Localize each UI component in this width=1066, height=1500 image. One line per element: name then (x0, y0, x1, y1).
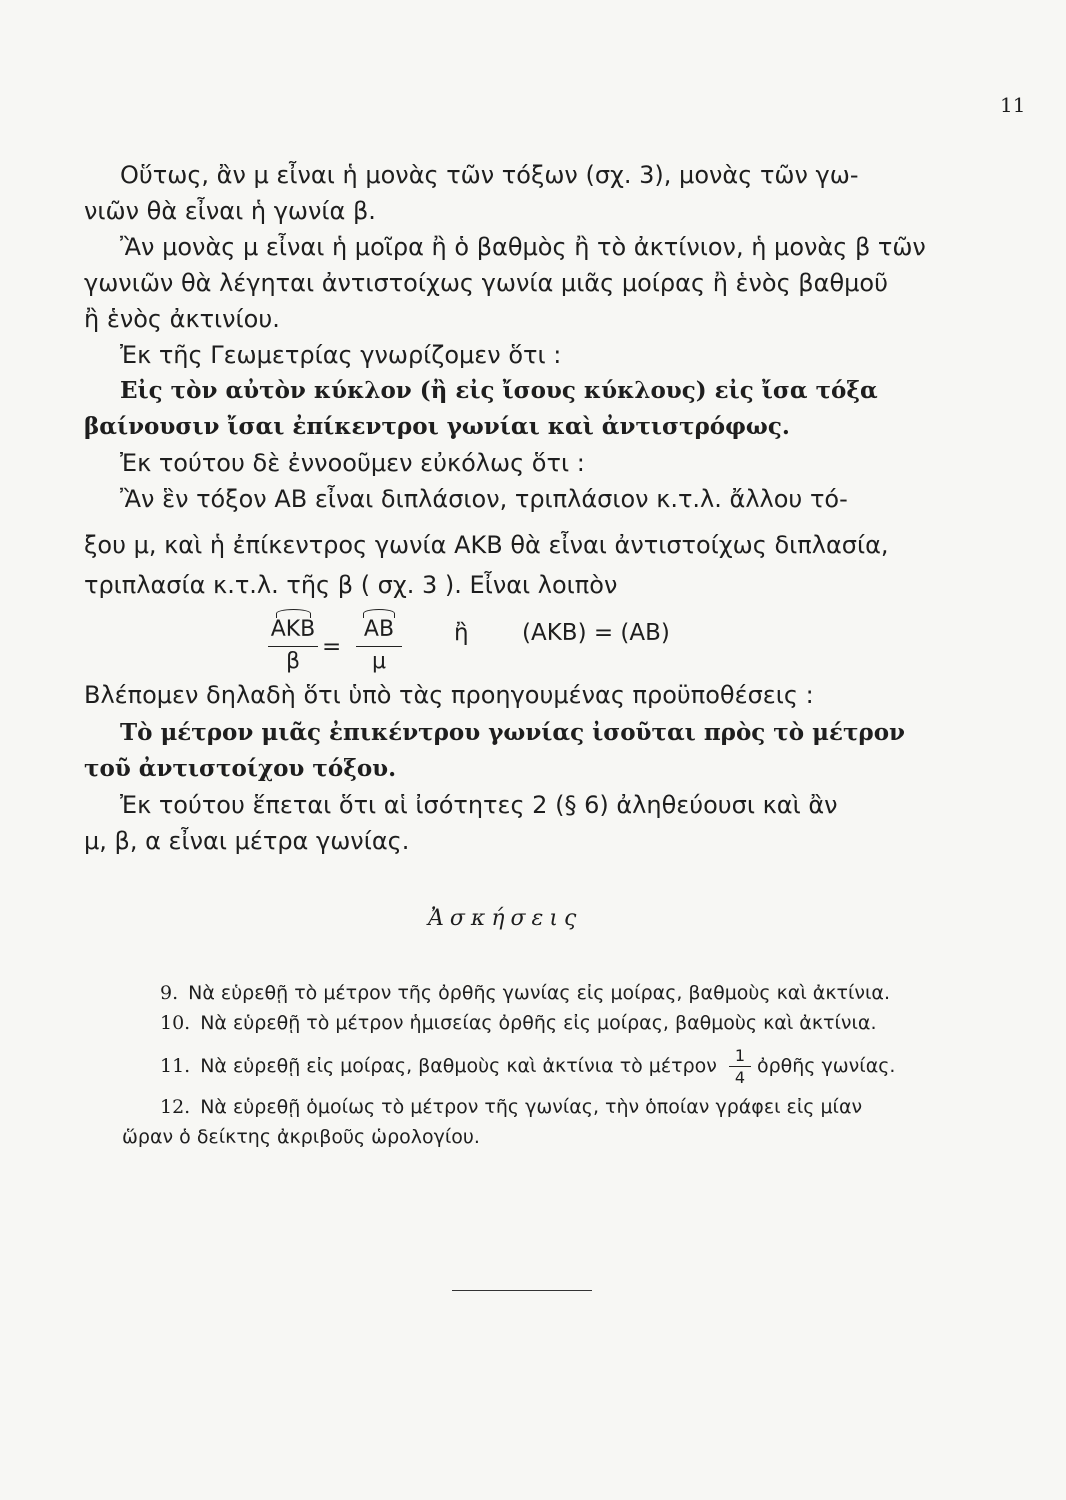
text-line: Οὕτως, ἂν μ εἶναι ἡ μονὰς τῶν τόξων (σχ. 3), μονὰς τῶν γω- (120, 161, 859, 189)
text-line: Ἂν μονὰς μ εἶναι ἡ μοῖρα ἢ ὁ βαθμὸς ἢ τὸ ἀκτίνιον, ἡ μονὰς β τῶν (120, 233, 926, 261)
text-line: Ἐκ τούτου δὲ ἐννοοῦμεν εὐκόλως ὅτι : (120, 449, 585, 477)
text-line: ἢ ἑνὸς ἀκτινίου. (84, 305, 280, 333)
theorem-line: τοῦ ἀντιστοίχου τόξου. (84, 755, 397, 782)
text-line: Ἐκ τῆς Γεωμετρίας γνωρίζομεν ὅτι : (120, 341, 562, 369)
page-number: 11 (1000, 93, 1026, 117)
exercise-item: 10. Νὰ εὑρεθῇ τὸ μέτρον ἡμισείας ὀρθῆς εἰς μοίρας, βαθμοὺς καὶ ἀκτίνια. (160, 1012, 877, 1034)
text-line: γωνιῶν θὰ λέγηται ἀντιστοίχως γωνία μιᾶς μοίρας ἢ ἑνὸς βαθμοῦ (84, 269, 888, 297)
frac-numerator: ΑΒ (356, 617, 402, 642)
text-line: Βλέπομεν δηλαδὴ ὅτι ὑπὸ τὰς προηγουμένας προϋποθέσεις : (84, 681, 814, 709)
exercise-item: 12. Νὰ εὑρεθῇ ὁμοίως τὸ μέτρον τῆς γωνίας, τὴν ὁποίαν γράφει εἰς μίαν (160, 1096, 863, 1118)
exercises-heading: Ἀσκήσεις (428, 906, 583, 931)
theorem-line: βαίνουσιν ἴσαι ἐπίκεντροι γωνίαι καὶ ἀντιστρόφως. (84, 413, 790, 440)
text-line: ξου μ, καὶ ἡ ἐπίκεντρος γωνία ΑΚΒ θὰ εἶναι ἀντιστοίχως διπλασία, (84, 531, 889, 559)
text-line: τριπλασία κ.τ.λ. τῆς β ( σχ. 3 ). Εἶναι λοιπὸν (84, 571, 618, 599)
fraction-ab-over-mu (356, 617, 402, 674)
exercise-item: 11. Νὰ εὑρεθῇ εἰς μοίρας, βαθμοὺς καὶ ἀκτίνια τὸ μέτρον $\frac{1}{4}$ ὀρθῆς γωνίας. (160, 1046, 896, 1087)
equation-rhs: (ΑΚΒ) = (ΑΒ) (522, 620, 670, 646)
frac-denominator: β (285, 649, 301, 674)
or-word: ἢ (454, 620, 469, 646)
theorem-line: Τὸ μέτρον μιᾶς ἐπικέντρου γωνίας ἰσοῦται πρὸς τὸ μέτρον (120, 719, 906, 746)
text-line: Ἂν ἓν τόξον ΑΒ εἶναι διπλάσιον, τριπλάσιον κ.τ.λ. ἄλλου τό- (120, 485, 848, 513)
text-line: μ, β, α εἶναι μέτρα γωνίας. (84, 827, 410, 855)
theorem-line: Εἰς τὸν αὐτὸν κύκλον (ἢ εἰς ἴσους κύκλους) εἰς ἴσα τόξα (120, 377, 878, 404)
end-rule (452, 1290, 592, 1291)
exercise-continuation: ὥραν ὁ δείκτης ἀκριβοῦς ὡρολογίου. (122, 1126, 480, 1148)
one-quarter-fraction: $\frac{1}{4}$ (729, 1046, 751, 1087)
exercise-item: 9. Νὰ εὑρεθῇ τὸ μέτρον τῆς ὀρθῆς γωνίας εἰς μοίρας, βαθμοὺς καὶ ἀκτίνια. (160, 982, 890, 1004)
text-line: νιῶν θὰ εἶναι ἡ γωνία β. (84, 197, 376, 225)
text-line: Ἐκ τούτου ἕπεται ὅτι αἱ ἰσότητες 2 (§ 6) ἀληθεύουσι καὶ ἂν (120, 791, 838, 819)
frac-numerator: ΑΚΒ (268, 617, 318, 642)
fraction-akb-over-beta (268, 617, 318, 674)
equals-sign: = (322, 634, 342, 660)
frac-denominator: μ (372, 649, 386, 674)
